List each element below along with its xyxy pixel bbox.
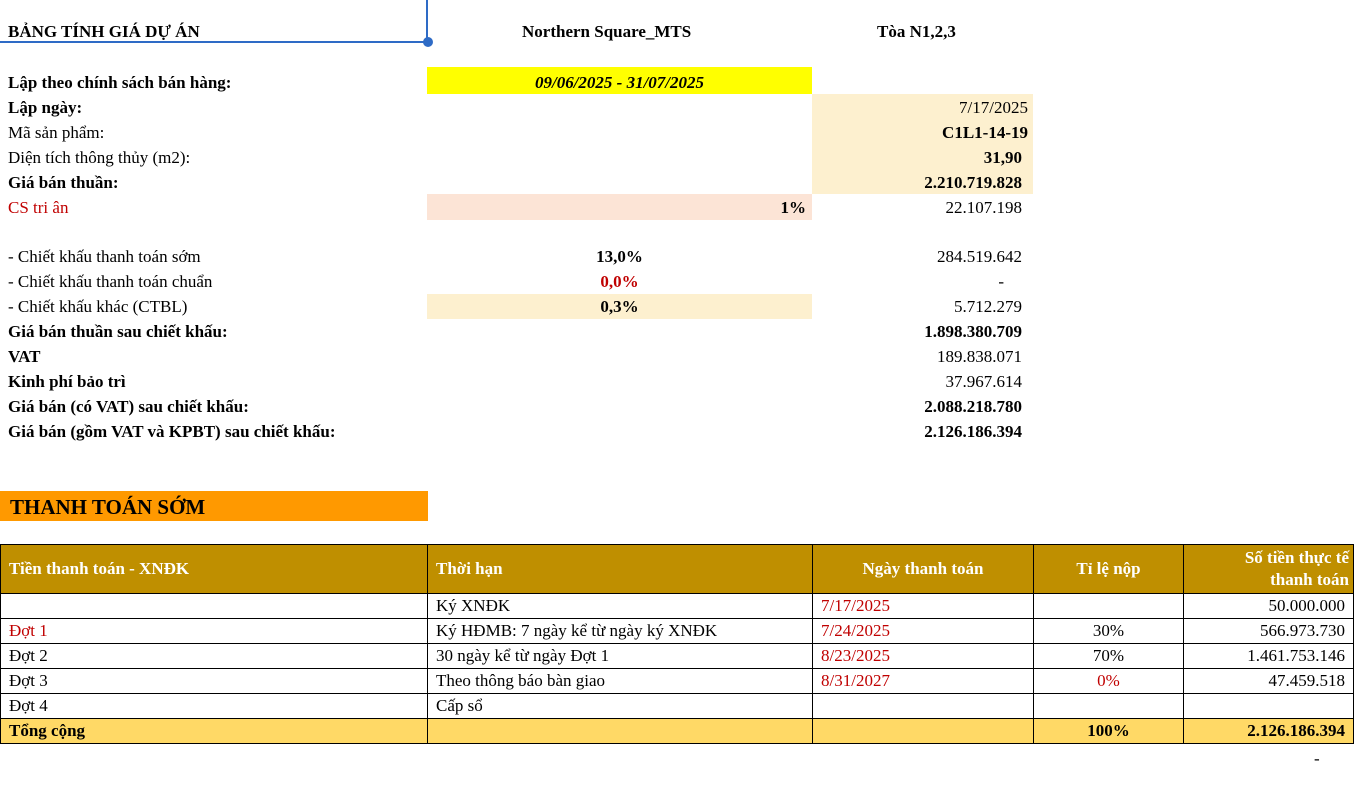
fill-handle[interactable]	[423, 37, 433, 47]
date-value[interactable]: 7/17/2025	[959, 98, 1028, 117]
summary-value[interactable]: 37.967.614	[945, 372, 1022, 391]
table-row	[1, 644, 1354, 669]
cell-term[interactable]: Ký HĐMB: 7 ngày kể từ ngày ký XNĐK	[428, 619, 813, 644]
table-row	[1, 694, 1354, 719]
summary-value[interactable]: 2.088.218.780	[924, 397, 1022, 416]
summary-label: Giá bán (gồm VAT và KPBT) sau chiết khấu:	[8, 422, 336, 441]
summary-label: Kinh phí bảo trì	[8, 372, 126, 391]
cell-amount[interactable]: 1.461.753.146	[1184, 644, 1354, 669]
gratitude-label: CS tri ân	[8, 198, 69, 217]
sheet-title: BẢNG TÍNH GIÁ DỰ ÁN	[8, 22, 200, 41]
discount-pct[interactable]: 0,0%	[600, 272, 639, 291]
col-header-amount-line1: Số tiền thực tế	[1244, 548, 1349, 567]
discount-label: - Chiết khấu thanh toán chuẩn	[8, 272, 213, 291]
discount-value[interactable]: 5.712.279	[954, 297, 1022, 316]
cell-date[interactable]: 8/31/2027	[813, 669, 1034, 694]
cell-ratio[interactable]	[1034, 694, 1184, 719]
col-header-amount	[1184, 545, 1354, 594]
discount-label: - Chiết khấu thanh toán sớm	[8, 247, 201, 266]
product-value[interactable]: C1L1-14-19	[942, 123, 1028, 142]
payment-table	[0, 544, 1354, 744]
cell-ratio[interactable]: 0%	[1034, 669, 1184, 694]
total-ratio[interactable]: 100%	[1034, 719, 1184, 744]
discount-value[interactable]: -	[998, 272, 1004, 291]
policy-label: Lập theo chính sách bán hàng:	[8, 73, 232, 92]
cell-term[interactable]: Cấp sổ	[428, 694, 813, 719]
col-header-date: Ngày thanh toán	[813, 545, 1034, 594]
cell-amount[interactable]: 50.000.000	[1184, 594, 1354, 619]
net-price-value[interactable]: 2.210.719.828	[924, 173, 1022, 192]
total-empty-term[interactable]	[428, 719, 813, 744]
discount-label: - Chiết khấu khác (CTBL)	[8, 297, 188, 316]
cell-amount[interactable]: 47.459.518	[1184, 669, 1354, 694]
summary-label: Giá bán (có VAT) sau chiết khấu:	[8, 397, 249, 416]
project-name: Northern Square_MTS	[522, 22, 692, 41]
summary-value[interactable]: 189.838.071	[937, 347, 1022, 366]
total-empty-date[interactable]	[813, 719, 1034, 744]
cell-ratio[interactable]: 30%	[1034, 619, 1184, 644]
cell-term[interactable]: Theo thông báo bàn giao	[428, 669, 813, 694]
discount-value[interactable]: 284.519.642	[937, 247, 1022, 266]
total-label[interactable]: Tổng cộng	[1, 719, 428, 744]
cell-stage[interactable]: Đợt 4	[1, 694, 428, 719]
total-row	[1, 719, 1354, 744]
cell-stage[interactable]: Đợt 1	[1, 619, 428, 644]
cell-amount[interactable]	[1184, 694, 1354, 719]
cell-stage[interactable]: Đợt 3	[1, 669, 428, 694]
cell-date[interactable]	[813, 694, 1034, 719]
gratitude-pct[interactable]: 1%	[780, 198, 806, 217]
col-header-amount-line2: thanh toán	[1270, 570, 1349, 589]
cell-ratio[interactable]	[1034, 594, 1184, 619]
footer-dash: -	[1314, 749, 1320, 768]
area-value[interactable]: 31,90	[983, 148, 1022, 167]
cell-date[interactable]: 7/17/2025	[813, 594, 1034, 619]
summary-label: VAT	[8, 347, 41, 366]
table-row	[1, 669, 1354, 694]
total-amount[interactable]: 2.126.186.394	[1184, 719, 1354, 744]
summary-value[interactable]: 2.126.186.394	[924, 422, 1022, 441]
cell-term[interactable]: 30 ngày kể từ ngày Đợt 1	[428, 644, 813, 669]
section-title: THANH TOÁN SỚM	[10, 495, 206, 519]
discount-pct[interactable]: 13,0%	[596, 247, 643, 266]
col-header-ratio: Tỉ lệ nộp	[1034, 545, 1184, 594]
col-header-term: Thời hạn	[428, 545, 813, 594]
table-row	[1, 594, 1354, 619]
product-label: Mã sản phẩm:	[8, 123, 105, 142]
building-name: Tòa N1,2,3	[877, 22, 956, 41]
area-label: Diện tích thông thủy (m2):	[8, 148, 191, 167]
net-price-label: Giá bán thuần:	[8, 173, 119, 192]
cell-amount[interactable]: 566.973.730	[1184, 619, 1354, 644]
cell-stage[interactable]: Đợt 2	[1, 644, 428, 669]
cell-ratio[interactable]: 70%	[1034, 644, 1184, 669]
cell-selection-border	[0, 41, 428, 43]
date-label: Lập ngày:	[8, 98, 83, 117]
table-header-row	[1, 545, 1354, 594]
gratitude-value[interactable]: 22.107.198	[945, 198, 1022, 217]
cell-date[interactable]: 7/24/2025	[813, 619, 1034, 644]
policy-value[interactable]: 09/06/2025 - 31/07/2025	[534, 73, 705, 92]
cell-term[interactable]: Ký XNĐK	[428, 594, 813, 619]
col-header-stage: Tiền thanh toán - XNĐK	[1, 545, 428, 594]
cell-stage[interactable]	[1, 594, 428, 619]
summary-value[interactable]: 1.898.380.709	[924, 322, 1022, 341]
discount-pct[interactable]: 0,3%	[600, 297, 639, 316]
cell-date[interactable]: 8/23/2025	[813, 644, 1034, 669]
summary-label: Giá bán thuần sau chiết khấu:	[8, 322, 228, 341]
table-row	[1, 619, 1354, 644]
